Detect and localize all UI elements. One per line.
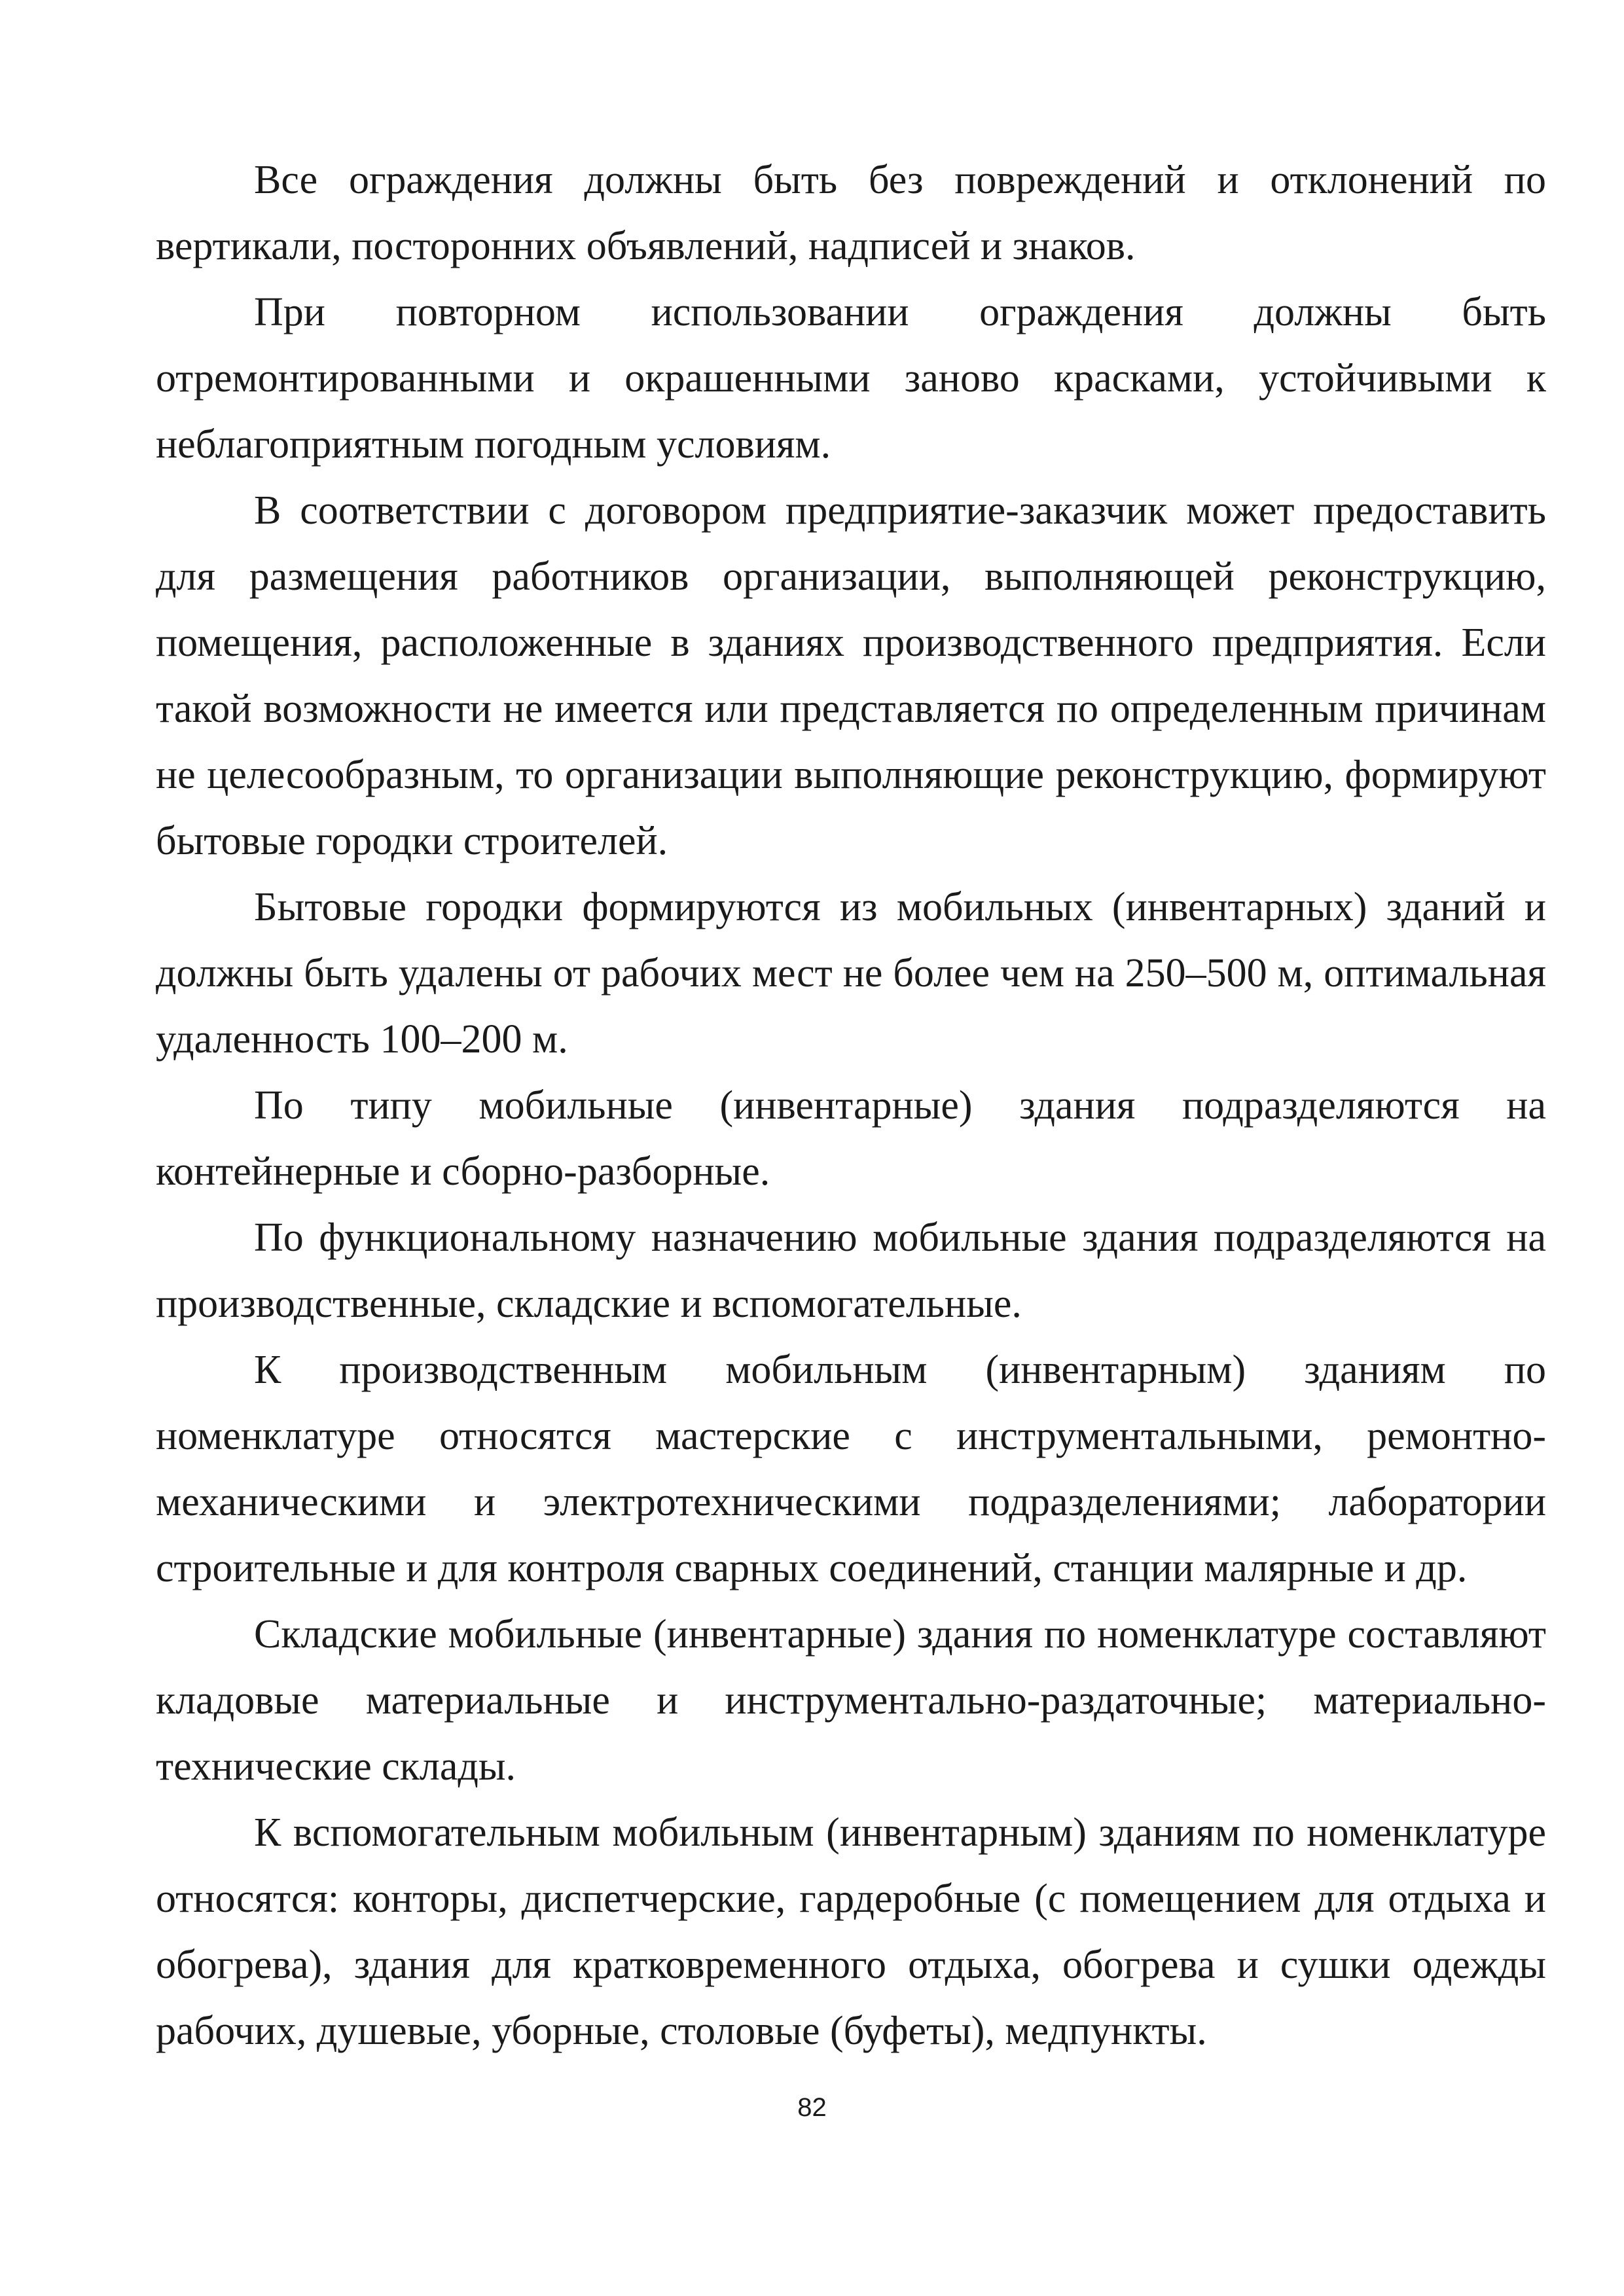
page-number: 82 [797,2093,827,2122]
paragraph-auxiliary-buildings: К вспомогательным мобильным (инвентарным) зданиям по номенклатуре относятся: конторы, диспетчерские, гардеробные (с помещением для отдыха и обогрева), здания для кратковременного отдыха, обогрева и сушки одежды рабочих, душевые, уборные, столовые (буфеты), медпункты. [156,1810,1546,2053]
body-text [156,147,1546,2064]
paragraph-functional-purpose: По функциональному назначению мобильные здания подразделяются на производственные, складские и вспомогательные. [156,1215,1546,1326]
paragraph-storage-buildings: Складские мобильные (инвентарные) здания по номенклатуре составляют кладовые материальные и инструментально-раздаточные; материально-технические склады. [156,1612,1546,1789]
paragraph-fences-reuse: При повторном использовании ограждения должны быть отремонтированными и окрашенными заново красками, устойчивыми к неблагоприятным погодным условиям. [156,290,1546,467]
paragraph-production-buildings: К производственным мобильным (инвентарным) зданиям по номенклатуре относятся мастерские с инструментальными, ремонтно-механическими и электротехническими подразделениями; лаборатории строительные и для контроля сварных соединений, станции малярные и др. [156,1348,1546,1590]
paragraph-building-types: По типу мобильные (инвентарные) здания подразделяются на контейнерные и сборно-разборные. [156,1083,1546,1194]
paragraph-contract-premises: В соответствии с договором предприятие-заказчик может предоставить для размещения работников организации, выполняющей реконструкцию, помещения, расположенные в зданиях производственного предприятия. Если такой возможности не имеется или представляется по определенным причинам не целесообразным, то организации выполняющие реконструкцию, формируют бытовые городки строителей. [156,488,1546,863]
paragraph-fences-condition: Все ограждения должны быть без повреждений и отклонений по вертикали, посторонних объявлений, надписей и знаков. [156,158,1546,268]
paragraph-household-towns: Бытовые городки формируются из мобильных (инвентарных) зданий и должны быть удалены от рабочих мест не более чем на 250–500 м, оптимальная удаленность 100–200 м. [156,885,1546,1062]
